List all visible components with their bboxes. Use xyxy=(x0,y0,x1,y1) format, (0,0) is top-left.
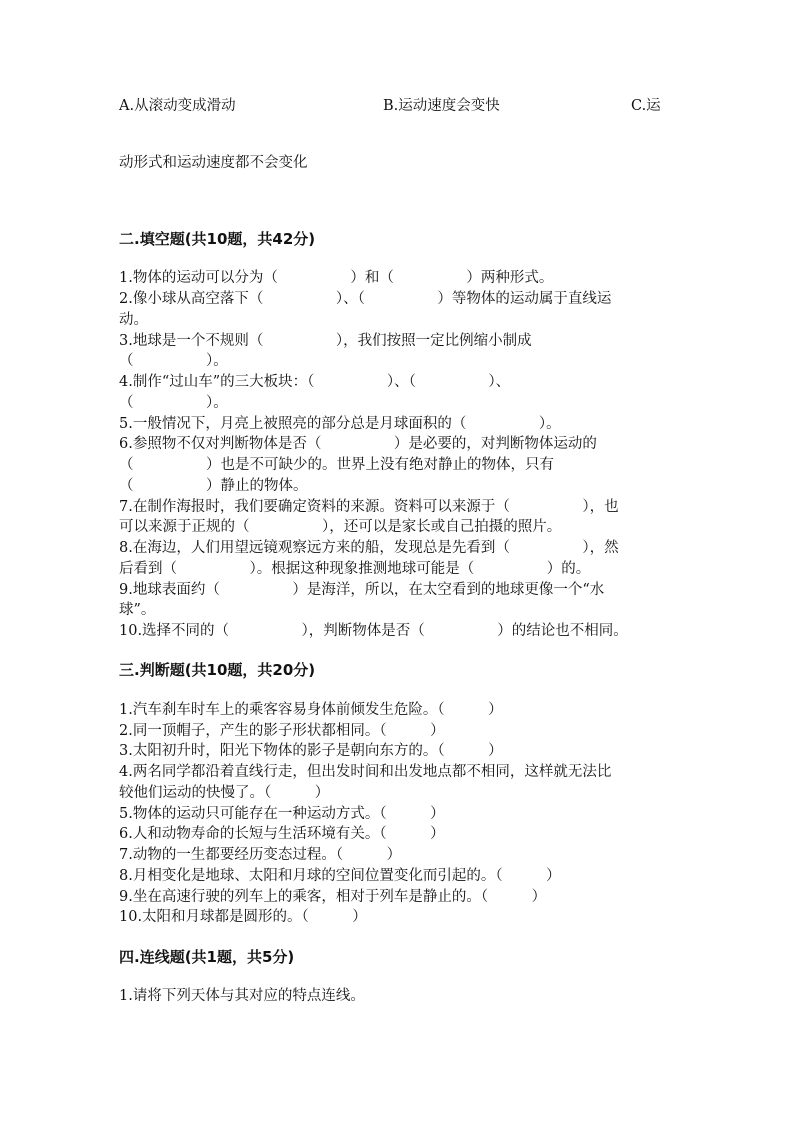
question-line: 可以来源于正规的（ ），还可以是家长或自己拍摄的照片。 xyxy=(119,519,562,535)
choice-option-a: A.从滚动变成滑动 xyxy=(119,98,236,114)
choice-option-b: B.运动速度会变快 xyxy=(383,98,500,114)
question-line: 2.像小球从高空落下（ ）、（ ）等物体的运动属于直线运 xyxy=(119,291,612,307)
question-line: 5.一般情况下，月亮上被照亮的部分总是月球面积的（ ）。 xyxy=(119,416,561,432)
question-line: 3.太阳初升时，阳光下物体的影子是朝向东方的。（ ） xyxy=(119,743,503,759)
question-line: 8.在海边，人们用望远镜观察远方来的船，发现总是先看到（ ），然 xyxy=(119,540,619,556)
question-line: 7.动物的一生都要经历变态过程。（ ） xyxy=(119,847,402,863)
question-line: （ ）静止的物体。 xyxy=(119,478,308,494)
question-line: 动。 xyxy=(119,312,148,328)
question-line: 6.参照物不仅对判断物体是否（ ）是必要的，对判断物体运动的 xyxy=(119,436,597,452)
question-line: 7.在制作海报时，我们要确定资料的来源。资料可以来源于（ ），也 xyxy=(119,499,619,515)
question-line: 球”。 xyxy=(119,602,156,618)
question-line: （ ）。 xyxy=(119,395,228,411)
question-line: 较他们运动的快慢了。（ ） xyxy=(119,785,330,801)
section-2-heading: 二.填空题(共10题，共42分) xyxy=(119,230,316,248)
section-3-heading: 三.判断题(共10题，共20分) xyxy=(119,661,316,679)
question-line: 6.人和动物寿命的长短与生活环境有关。（ ） xyxy=(119,826,445,842)
question-line: 9.地球表面约（ ）是海洋，所以，在太空看到的地球更像一个“水 xyxy=(119,582,605,598)
question-line: 1.物体的运动可以分为（ ）和（ ）两种形式。 xyxy=(119,270,554,286)
question-line: 8.月相变化是地球、太阳和月球的空间位置变化而引起的。（ ） xyxy=(119,868,561,884)
question-line: 2.同一顶帽子，产生的影子形状都相同。（ ） xyxy=(119,723,445,739)
question-line: 1.请将下列天体与其对应的特点连线。 xyxy=(119,988,365,1004)
question-line: （ ）。 xyxy=(119,353,228,369)
question-line: 4.两名同学都沿着直线行走，但出发时间和出发地点都不相同，这样就无法比 xyxy=(119,764,612,780)
question-line: 9.坐在高速行驶的列车上的乘客，相对于列车是静止的。（ ） xyxy=(119,889,547,905)
question-line: 10.太阳和月球都是圆形的。（ ） xyxy=(119,909,367,925)
question-line: 3.地球是一个不规则（ ），我们按照一定比例缩小制成 xyxy=(119,333,532,349)
choice-option-c: C.运 xyxy=(631,98,661,114)
question-line: 后看到（ ）。根据这种现象推测地球可能是（ ）的。 xyxy=(119,561,591,577)
question-line: 1.汽车刹车时车上的乘客容易身体前倾发生危险。（ ） xyxy=(119,702,503,718)
question-line: 10.选择不同的（ ），判断物体是否（ ）的结论也不相同。 xyxy=(119,623,628,639)
question-line: 4.制作“过山车”的三大板块：（ ）、（ ）、 xyxy=(119,374,511,390)
section-4-heading: 四.连线题(共1题，共5分) xyxy=(119,948,295,966)
question-line: （ ）也是不可缺少的。世界上没有绝对静止的物体，只有 xyxy=(119,457,554,473)
choice-option-c-continued: 动形式和运动速度都不会变化 xyxy=(119,155,308,171)
question-line: 5.物体的运动只可能存在一种运动方式。（ ） xyxy=(119,806,445,822)
